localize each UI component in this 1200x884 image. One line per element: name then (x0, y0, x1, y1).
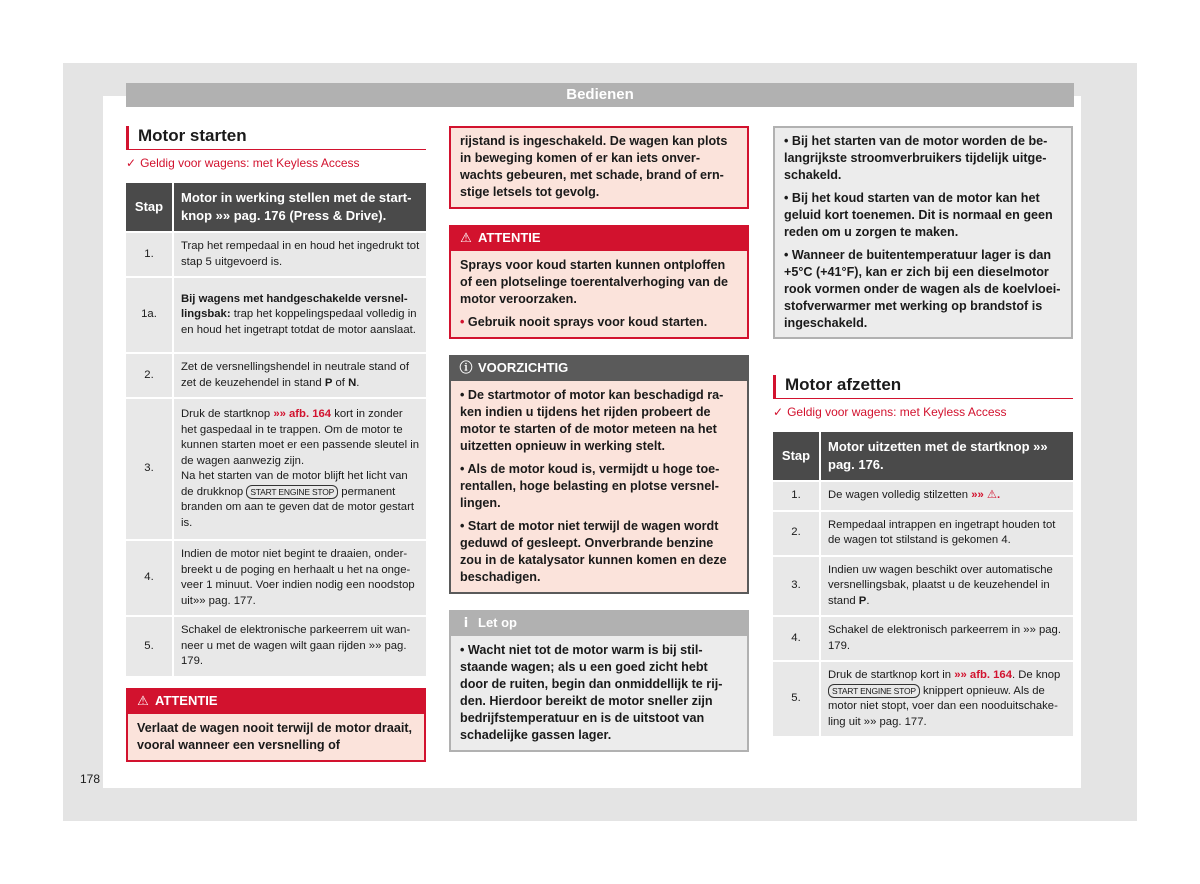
note-icon: ⅰ (463, 615, 469, 630)
warning-triangle-icon: ⚠ (460, 230, 472, 245)
info-box: • Bij het starten van de motor worden de belangrijkste stroomverbruikers tijdelijk uitgeschakeld. • Bij het koud starten van de motor kan het geluid kort toenemen. Dit is normaal en geen reden om u zorgen te maken. • Wanneer de buitentemperatuur lager is dan +5°C (+41°F), kan er zich bij een dieselmotor rook vormen onder de wagen als de koelvloeistofverwarmer met werking op brandstof is ingeschakeld. (773, 126, 1073, 339)
column-right (773, 126, 1073, 736)
page-link[interactable]: »» pag. 177. (863, 715, 927, 728)
figure-link[interactable]: »» afb. 164 (273, 408, 332, 420)
check-icon: ✓ (773, 405, 784, 419)
table-row: 1. De wagen volledig stilzetten »» ⚠. (773, 480, 1073, 510)
warning-triangle-icon: ⚠ (137, 692, 149, 708)
table-row: 2. Zet de versnellingshendel in neutrale stand of zet de keuzehendel in stand P of N. (126, 352, 426, 397)
table-header-desc: Motor uitzetten met de startknop »» pag. 176. (821, 432, 1073, 480)
column-middle (449, 126, 749, 752)
table-row: 4. Indien de motor niet begint te draaien, onderbreekt u de poging en herhaalt u het na ongeveer 1 minuut. Voer indien nodig een noodstop uit»» pag. 177. (126, 539, 426, 615)
section-title-motor-afzetten: Motor afzetten (773, 375, 1073, 399)
let-op-header: ⅰ Let op (449, 610, 749, 636)
attentie-header: ⚠ ATTENTIE (126, 688, 426, 714)
attentie-box-1: ⚠ ATTENTIE Verlaat de wagen nooit terwijl de motor draait, vooral wanneer een versnelling of (126, 688, 426, 762)
steps-table-afzetten (773, 432, 1073, 736)
validity-note: ✓ Geldig voor wagens: met Keyless Access (773, 405, 1007, 419)
chapter-header: Bedienen (126, 83, 1074, 107)
voorzichtig-box: ⓘ VOORZICHTIG • De startmotor of motor kan beschadigd raken indien u tijdens het rijden probeert de motor te starten of de motor meteen na het uitzetten opnieuw in werking stelt. • Als de motor koud is, vermijdt u hoge toerentallen, hoge belasting en plotse versnellingen. • Start de motor niet terwijl de wagen wordt geduwd of gesleept. Onverbrande benzine zou in de katalysator kunnen komen en deze beschadigen. (449, 355, 749, 594)
table-row: 3. Indien uw wagen beschikt over automatische versnellingsbak, plaatst u de keuzehendel in stand P. (773, 555, 1073, 616)
table-header-stap: Stap (773, 432, 821, 480)
info-circle-icon: ⓘ (459, 360, 473, 375)
page-link[interactable]: »» pag. 179. (828, 624, 1061, 652)
start-engine-stop-button-icon: START ENGINE STOP (828, 684, 920, 698)
table-header-desc: Motor in werking stellen met de start-knop »» pag. 176 (Press & Drive). (174, 183, 426, 231)
table-row: 5. Schakel de elektronische parkeerrem uit wanneer u met de wagen wilt gaan rijden »» pag. 179. (126, 615, 426, 676)
table-header-stap: Stap (126, 183, 174, 231)
voorzichtig-header: ⓘ VOORZICHTIG (449, 355, 749, 381)
start-engine-stop-button-icon: START ENGINE STOP (246, 485, 338, 499)
table-row: 1. Trap het rempedaal in en houd het ingedrukt tot stap 5 uitgevoerd is. (126, 231, 426, 276)
attentie-box-continued: rijstand is ingeschakeld. De wagen kan plots in beweging komen of er kan iets onverwachts gebeuren, met schade, brand of ernstige letsels tot gevolg. (449, 126, 749, 209)
table-row: 2. Rempedaal intrappen en ingetrapt houden tot de wagen tot stilstand is gekomen 4. (773, 510, 1073, 555)
column-left (126, 126, 426, 762)
attentie-header: ⚠ ATTENTIE (449, 225, 749, 251)
page-number: 178 (80, 772, 101, 786)
page-link[interactable]: »» pag. 177. (192, 594, 256, 607)
validity-note: ✓ Geldig voor wagens: met Keyless Access (126, 156, 360, 170)
figure-link[interactable]: »» afb. 164 (954, 669, 1012, 681)
warning-link[interactable]: »» ⚠. (971, 489, 1001, 501)
section-title-motor-starten: Motor starten (126, 126, 426, 150)
page-link[interactable]: »» pag. 179. (181, 639, 407, 667)
table-row: 1a. Bij wagens met handgeschakelde versnellingsbak: trap het koppelingspedaal volledig in en houd het ingetrapt totdat de motor aanslaat. (126, 276, 426, 352)
let-op-box: ⅰ Let op • Wacht niet tot de motor warm is bij stilstaande wagen; als u een goed zicht hebt door de ruiten, begin dan onmiddellijk te rijden. Hierdoor bereikt de motor sneller zijn bedrijfstemperatuur en is de uitstoot van schadelijke gassen lager. (449, 610, 749, 752)
check-icon: ✓ (126, 156, 137, 170)
table-row: 4. Schakel de elektronisch parkeerrem in »» pag. 179. (773, 615, 1073, 660)
attentie-box-2: ⚠ ATTENTIE Sprays voor koud starten kunnen ontploffen of een plotselinge toerentalverhoging van de motor veroorzaken. • Gebruik nooit sprays voor koud starten. (449, 225, 749, 339)
steps-table-starten (126, 183, 426, 676)
table-row: 5. Druk de startknop kort in »» afb. 164. De knop START ENGINE STOP knippert opnieuw. Als de motor niet stopt, voer dan een nooduitschakeling uit »» pag. 177. (773, 660, 1073, 736)
table-row: 3. Druk de startknop »» afb. 164 kort in zonder het gaspedaal in te trappen. Om de motor te kunnen starten moet er een passende sleutel in de wagen aanwezig zijn. Na het starten van de motor blijft het licht van de drukknop START ENGINE STOP permanent branden om aan te geven dat de motor gestart is. (126, 397, 426, 539)
